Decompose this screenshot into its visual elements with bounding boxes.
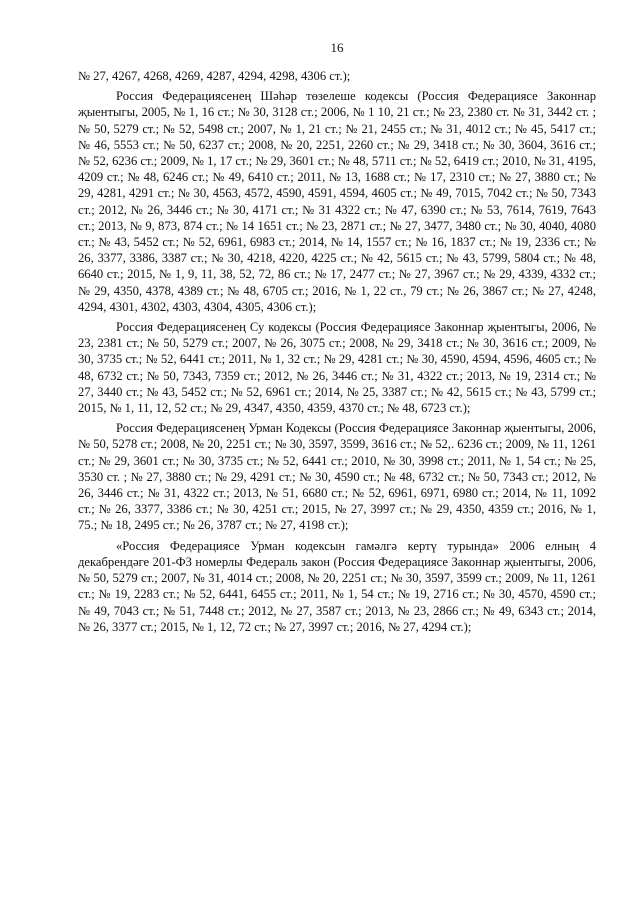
paragraph-federal-law-201: «Россия Федерациясе Урман кодексын гамәлгә кертү турында» 2006 елның 4 декабрендәге 201-ФЗ номерлы Федераль закон (Россия Федерациясе Законнар җыентыгы, 2006, № 50, 5279 ст.; 2007, № 31, 4014 ст.; 2008, № 20, 2251 ст.; № 30, 3597, 3599 ст.; 2009, № 11, 1261 ст.; № 19, 2283 ст.; № 52, 6441, 6455 ст.; 2011, № 1, 54 ст.; № 19, 2716 ст.; № 30, 4570, 4590 ст.; № 49, 7043 ст.; № 51, 7448 ст.; 2012, № 27, 3587 ст.; 2013, № 23, 2866 ст.; № 49, 6343 ст.; 2014, № 26, 3377 ст.; 2015, № 1, 12, 72 ст.; № 27, 3997 ст.; 2016, № 27, 4294 ст.); <box>78 538 596 634</box>
paragraph-water-code: Россия Федерациясенең Су кодексы (Россия Федерациясе Законнар җыентыгы, 2006, № 23, 2381 ст.; № 50, 5279 ст.; 2007, № 26, 3075 ст.; 2008, № 29, 3418 ст.; № 30, 3616 ст.; 2009, № 30, 3735 ст.; № 52, 6441 ст.; 2011, № 1, 32 ст.; № 29, 4281 ст.; № 30, 4590, 4594, 4596, 4605 ст.; № 48, 6732 ст.; № 50, 7343, 7359 ст.; 2012, № 26, 3446 ст.; № 31, 4322 ст.; 2013, № 19, 2314 ст.; № 27, 3440 ст.; № 43, 5452 ст.; № 52, 6961 ст.; 2014, № 25, 3387 ст.; № 42, 5615 ст.; № 43, 5799 ст.; 2015, № 1, 11, 12, 52 ст.; № 29, 4347, 4350, 4359, 4370 ст.; № 48, 6723 ст.); <box>78 320 596 416</box>
page-number: 16 <box>330 40 344 55</box>
paragraph-forest-code: Россия Федерациясенең Урман Кодексы (Россия Федерациясе Законнар җыентыгы, 2006, № 50, 5278 ст.; 2008, № 20, 2251 ст.; № 30, 3597, 3599, 3616 ст.; № 52,. 6236 ст.; 2009, № 11, 1261 ст.; № 29, 3601 ст.; № 30, 3735 ст.; № 52, 6441 ст.; 2010, № 30, 3998 ст.; 2011, № 1, 54 ст.; № 25, 3530 ст. ; № 27, 3880 ст.; № 29, 4291 ст.; № 30, 4590 ст.; № 48, 6732 ст.; № 50, 7343 ст.; 2012, № 26, 3446 ст.; № 31, 4322 ст.; 2013, № 51, 6680 ст.; № 52, 6961, 6971, 6980 ст.; 2014, № 11, 1092 ст.; № 26, 3377, 3386 ст.; № 30, 4251 ст.; 2015, № 27, 3997 ст.; № 29, 4350, 4359 ст.; 2016, № 1, 75.; № 18, 2495 ст.; № 26, 3787 ст.; № 27, 4198 ст.); <box>78 421 596 533</box>
paragraph-urban-planning-code: Россия Федерациясенең Шәһәр төзелеше кодексы (Россия Федерациясе Законнар җыентыгы, 2005, № 1, 16 ст.; № 30, 3128 ст.; 2006, № 1 10, 21 ст.; № 23, 2380 ст. № 31, 3442 ст. ; № 50, 5279 ст.; № 52, 5498 ст.; 2007, № 1, 21 ст.; № 21, 2455 ст.; № 31, 4012 ст.; № 45, 5417 ст.; № 46, 5553 ст.; № 50, 6237 ст.; 2008, № 20, 2251, 2260 ст.; № 29, 3418 ст.; № 30, 3604, 3616 ст.; № 52, 6236 ст.; 2009, № 1, 17 ст.; № 29, 3601 ст.; № 48, 5711 ст.; № 52, 6419 ст.; 2010, № 31, 4195, 4209 ст.; № 48, 6246 ст.; № 49, 6410 ст.; 2011, № 13, 1688 ст.; № 17, 2310 ст.; № 27, 3880 ст.; № 29, 4281, 4291 ст.; № 30, 4563, 4572, 4590, 4591, 4594, 4605 ст.; № 49, 7015, 7042 ст.; № 50, 7343 ст.; 2012, № 26, 3446 ст.; № 30, 4171 ст.; № 31 4322 ст.; № 47, 6390 ст.; № 53, 7614, 7619, 7643 ст.; 2013, № 9, 873, 874 ст.; № 14 1651 ст.; № 23, 2871 ст.; № 27, 3477, 3480 ст.; № 30, 4040, 4080 ст.; № 43, 5452 ст.; № 52, 6961, 6983 ст.; 2014, № 14, 1557 ст.; № 16, 1837 ст.; № 19, 2336 ст.; № 26, 3377, 3386, 3387 ст.; № 30, 4218, 4220, 4225 ст.; № 42, 5615 ст.; № 43, 5799, 5804 ст.; № 48, 6640 ст.; 2015, № 1, 9, 11, 38, 52, 72, 86 ст.; № 17, 2477 ст.; № 27, 3967 ст.; № 29, 4339, 4332 ст.; № 29, 4350, 4378, 4389 ст.; № 48, 6705 ст.; 2016, № 1, 22 ст., 79 ст.; № 26, 3867 ст.; № 27, 4248, 4294, 4301, 4302, 4303, 4304, 4305, 4306 ст.); <box>78 89 596 314</box>
paragraph-continuation: № 27, 4267, 4268, 4269, 4287, 4294, 4298, 4306 ст.); <box>78 69 351 83</box>
